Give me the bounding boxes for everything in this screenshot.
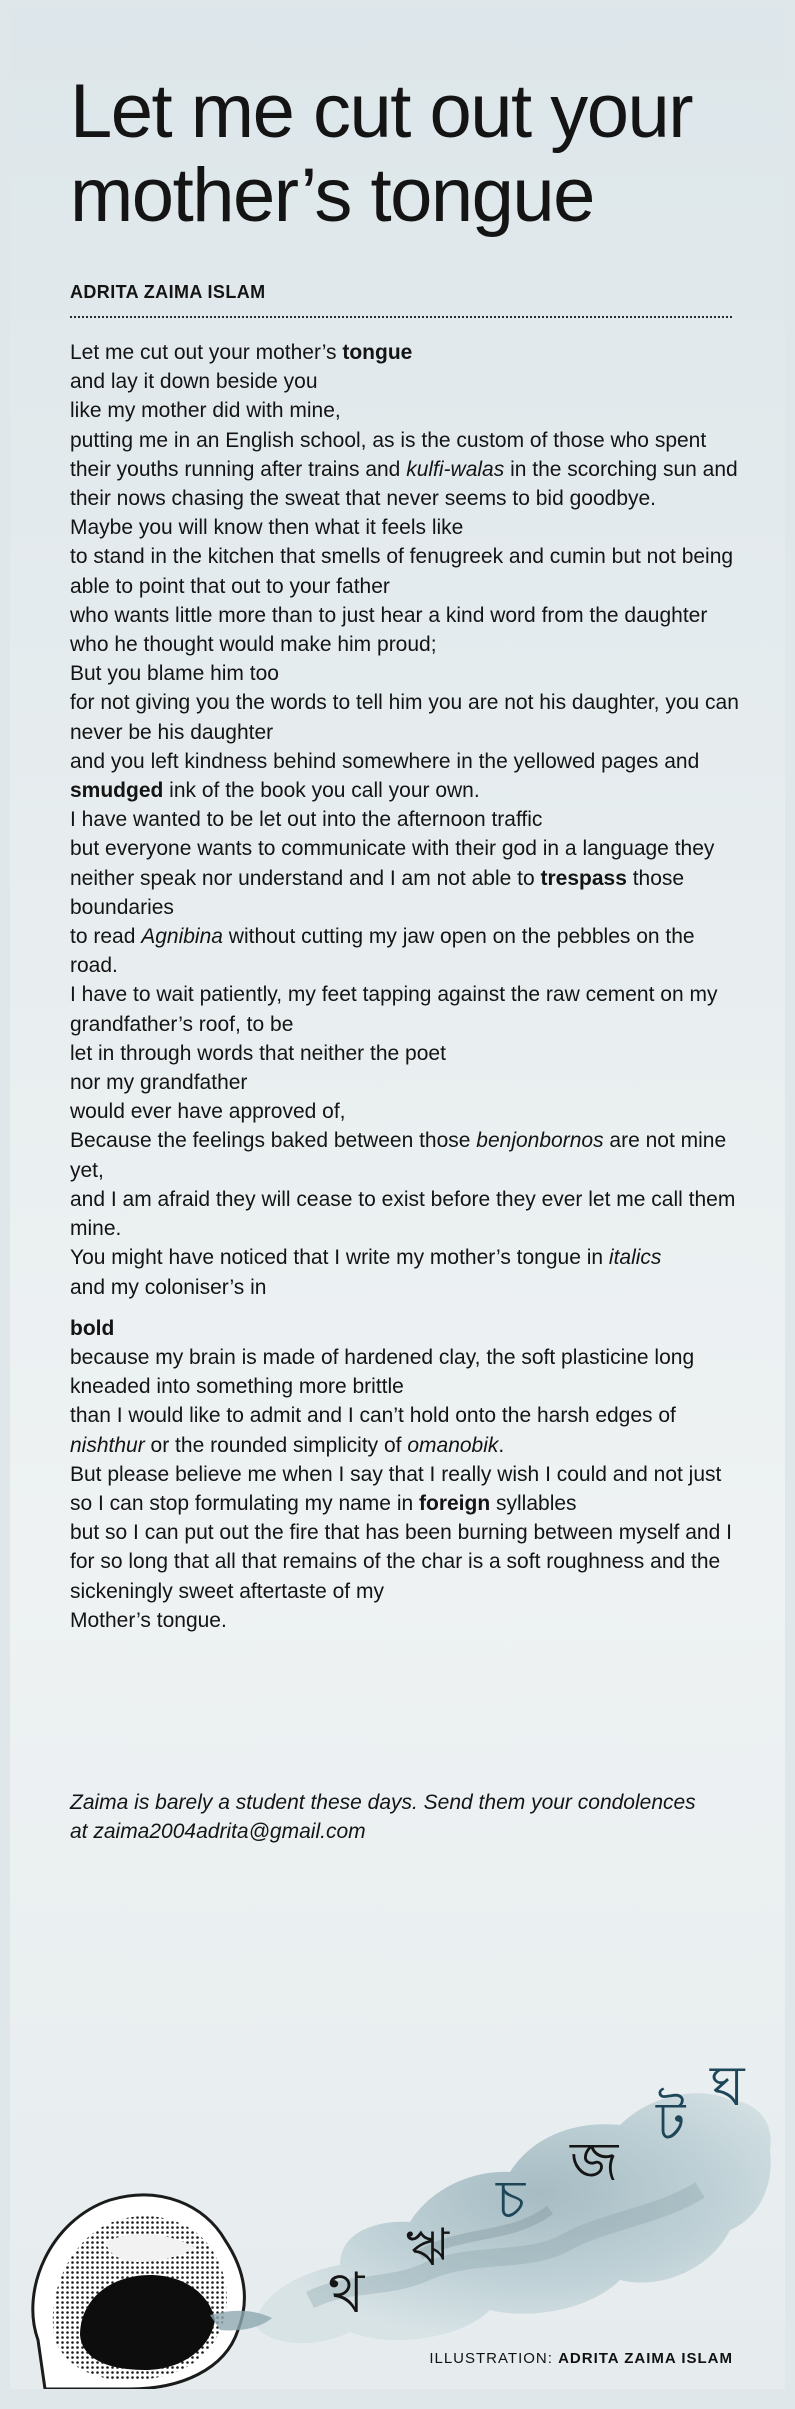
poem-run: because my brain is made of hardened clay, the soft plasticine long kneaded into something more brittle: [70, 1345, 695, 1399]
poem-line: [70, 426, 740, 514]
poem-line: [70, 980, 740, 1038]
poem-line: [70, 747, 740, 805]
poem-line: [70, 1401, 740, 1459]
poem-line: [70, 688, 740, 746]
poem-line: [70, 1273, 740, 1302]
poem-line: [70, 1243, 740, 1272]
credit-label: ILLUSTRATION:: [429, 2350, 553, 2367]
poem-line: [70, 338, 740, 367]
poem-line: [70, 601, 740, 659]
poem-run: sickeningly sweet aftertaste of my: [70, 1579, 384, 1603]
bio-line: Zaima is barely a student these days. Send them your condolences: [70, 1791, 696, 1814]
poem-line: [70, 396, 740, 425]
poem-line: [70, 1460, 740, 1518]
bengali-letter-cho: চ: [496, 2168, 526, 2231]
poem-run: kulfi-walas: [406, 457, 505, 481]
poem-run: tongue: [342, 341, 413, 364]
article-title: Let me cut out your mother’s tongue: [70, 69, 693, 238]
poem-run: and I am afraid they will cease to exist before they ever let me call them mine.: [70, 1187, 736, 1241]
poem-run: foreign: [419, 1491, 491, 1515]
poem-line: [70, 1518, 740, 1576]
illustration-credit: [429, 2350, 733, 2367]
poem-line: [70, 1314, 740, 1343]
poem-run: than I would like to admit and I can’t hold onto the harsh edges of: [70, 1404, 676, 1428]
poem-run: Mother’s tongue.: [70, 1608, 227, 1632]
poem-run: and my coloniser’s in: [70, 1275, 267, 1299]
poem-run: but so I can put out the fire that has been burning between myself and I for so long that all that remains of the char is a soft roughness and the: [70, 1521, 732, 1574]
poem-run: in the scorching sun and their nows chasing the sweat that never seems to bid goodbye.: [70, 457, 738, 511]
author-bio: [70, 1788, 740, 1846]
poem-run: who wants little more than to just hear a kind word from the daughter who he thought would make him proud;: [70, 603, 708, 657]
poem-run: let in through words that neither the poet: [70, 1041, 446, 1065]
poem-run: benjonbornos: [476, 1129, 604, 1153]
poem-run: Because the feelings baked between those: [70, 1129, 477, 1153]
dotted-divider: [70, 316, 732, 318]
poem-line: [70, 1126, 740, 1184]
poem-run: Agnibina: [141, 925, 223, 949]
poem-run: But you blame him too: [70, 662, 279, 686]
poem-run: syllables: [490, 1491, 577, 1515]
poem-line: [70, 513, 740, 542]
poem-run: and you left kindness behind somewhere in the yellowed pages and: [70, 749, 700, 773]
bengali-letter-jo: জ: [570, 2130, 619, 2193]
poem-run: or the rounded simplicity of: [144, 1433, 408, 1457]
poem-run: italics: [608, 1246, 662, 1270]
poem-run: like my mother did with mine,: [70, 399, 341, 423]
poem-run: would ever have approved of,: [70, 1100, 346, 1124]
poem-run: smudged: [70, 779, 164, 803]
poem-run: But please believe me when I say that I really wish I could and not just so I can stop formulating my name in: [70, 1462, 722, 1515]
poem-run: I have to wait patiently, my feet tapping against the raw cement on my grandfather’s roof, to be: [70, 983, 718, 1036]
poem-run: to read: [70, 925, 142, 949]
poem-run: omanobik: [407, 1433, 499, 1457]
poem-run: Let me cut out your mother’s: [70, 341, 343, 364]
bengali-letter-ri: ঋ: [406, 2218, 450, 2278]
poem-line: [70, 922, 740, 980]
poem-line: [70, 1577, 740, 1606]
shouting-mouth: [33, 2195, 272, 2389]
poem-run: and lay it down beside you: [70, 370, 318, 394]
bengali-letter-gho: ঘ: [710, 2054, 745, 2119]
poem-run: to stand in the kitchen that smells of fenugreek and cumin but not being able to point that out to your father: [70, 545, 734, 598]
credit-name: ADRITA ZAIMA ISLAM: [558, 2350, 733, 2367]
poem-run: for not giving you the words to tell him you are not his daughter, you can never be his daughter: [70, 691, 739, 744]
poem-line: [70, 1039, 740, 1068]
poem-line: [70, 367, 740, 396]
poem-line: [70, 659, 740, 688]
poem-line: [70, 542, 740, 600]
poem-line: [70, 1606, 740, 1635]
poem-run: but everyone wants to communicate with their god in a language they neither speak nor understand and I am not able to: [70, 837, 715, 890]
poem-line: [70, 805, 740, 834]
poem-run: those boundaries: [70, 866, 685, 919]
poem-run: Maybe you will know then what it feels like: [70, 516, 464, 540]
poem-run: are not mine yet,: [70, 1129, 727, 1182]
poem-run: ink of the book you call your own.: [163, 779, 480, 803]
poem-line: [70, 1185, 740, 1243]
article-page: [10, 10, 785, 2389]
author-byline: ADRITA ZAIMA ISLAM: [70, 282, 266, 302]
poem-line: [70, 1068, 740, 1097]
poem-run: bold: [70, 1316, 115, 1340]
poem-run: putting me in an English school, as is the custom of those who spent their youths running after trains and: [70, 428, 707, 481]
poem-line: [70, 1097, 740, 1126]
poem-body: [70, 338, 740, 1635]
poem-line: [70, 834, 740, 922]
illustration: [10, 1870, 785, 2389]
poem-run: nishthur: [70, 1433, 145, 1457]
poem-run: I have wanted to be let out into the afternoon traffic: [70, 808, 543, 832]
poem-run: You might have noticed that I write my mother’s tongue in: [70, 1246, 609, 1270]
poem-run: nor my grandfather: [70, 1071, 248, 1095]
poem-run: without cutting my jaw open on the pebbles on the road.: [70, 925, 695, 978]
poem-line: [70, 1343, 740, 1401]
poem-run: .: [498, 1433, 505, 1457]
poem-run: trespass: [540, 866, 627, 890]
bengali-letter-tho: থ: [328, 2261, 365, 2326]
bengali-letter-to: ট: [656, 2090, 686, 2153]
bio-email-line: at zaima2004adrita@gmail.com: [70, 1820, 366, 1843]
